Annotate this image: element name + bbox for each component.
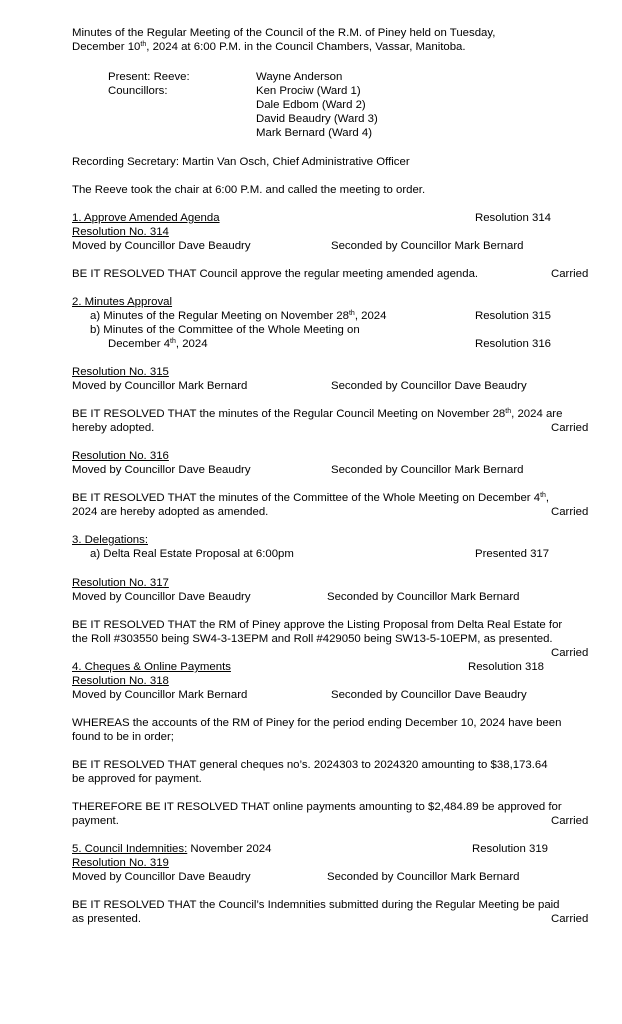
resolution-318-number: Resolution No. 318 bbox=[72, 675, 169, 687]
section-3-heading: 3. Delegations: bbox=[72, 534, 148, 546]
resolution-317-moved: Moved by Councillor Dave Beaudry bbox=[72, 591, 251, 603]
resolution-318-status: Carried bbox=[551, 815, 589, 827]
section-1-heading: 1. Approve Amended Agenda bbox=[72, 212, 220, 224]
section-2-item-b-ref: Resolution 316 bbox=[475, 338, 551, 350]
resolution-319-moved: Moved by Councillor Dave Beaudry bbox=[72, 871, 251, 883]
councillors-label: Councillors: bbox=[108, 85, 168, 97]
resolution-315-moved: Moved by Councillor Mark Bernard bbox=[72, 380, 248, 392]
councillor-ward-2: Dale Edbom (Ward 2) bbox=[256, 99, 366, 111]
resolution-318-cheques-line1: BE IT RESOLVED THAT general cheques no’s. 2024303 to 2024320 amounting to $38,173.64 bbox=[72, 759, 548, 771]
resolution-317-seconded: Seconded by Councillor Mark Bernard bbox=[327, 591, 520, 603]
resolution-318-seconded: Seconded by Councillor Dave Beaudry bbox=[331, 689, 527, 701]
resolution-314-seconded: Seconded by Councillor Mark Bernard bbox=[331, 240, 524, 252]
councillor-ward-4: Mark Bernard (Ward 4) bbox=[256, 127, 373, 139]
section-3-item-a: a) Delta Real Estate Proposal at 6:00pm bbox=[90, 548, 294, 560]
resolution-318-whereas-line1: WHEREAS the accounts of the RM of Piney for the period ending December 10, 2024 have been bbox=[72, 717, 562, 729]
reeve-name: Wayne Anderson bbox=[256, 71, 343, 83]
resolution-314-number: Resolution No. 314 bbox=[72, 226, 169, 238]
section-4-resolution-ref: Resolution 318 bbox=[468, 661, 544, 673]
section-2-heading: 2. Minutes Approval bbox=[72, 296, 173, 308]
resolution-319-status: Carried bbox=[551, 913, 589, 925]
meeting-title-line2: December 10th, 2024 at 6:00 P.M. in the Council Chambers, Vassar, Manitoba. bbox=[72, 41, 466, 53]
resolution-314-text: BE IT RESOLVED THAT Council approve the regular meeting amended agenda. bbox=[72, 268, 479, 280]
resolution-316-moved: Moved by Councillor Dave Beaudry bbox=[72, 464, 251, 476]
resolution-318-moved: Moved by Councillor Mark Bernard bbox=[72, 689, 248, 701]
resolution-317-status: Carried bbox=[551, 647, 589, 659]
resolution-319-text-line2: as presented. bbox=[72, 913, 142, 925]
resolution-315-seconded: Seconded by Councillor Dave Beaudry bbox=[331, 380, 527, 392]
resolution-316-status: Carried bbox=[551, 506, 589, 518]
resolution-318-cheques-line2: be approved for payment. bbox=[72, 773, 202, 785]
resolution-319-number: Resolution No. 319 bbox=[72, 857, 169, 869]
present-reeve-label: Present: Reeve: bbox=[108, 71, 190, 83]
section-2-item-b-line1: b) Minutes of the Committee of the Whole Meeting on bbox=[90, 324, 360, 336]
resolution-318-online-line2: payment. bbox=[72, 815, 119, 827]
section-2-item-a-ref: Resolution 315 bbox=[475, 310, 551, 322]
councillor-ward-3: David Beaudry (Ward 3) bbox=[256, 113, 378, 125]
resolution-314-status: Carried bbox=[551, 268, 589, 280]
resolution-318-whereas-line2: found to be in order; bbox=[72, 731, 174, 743]
resolution-316-seconded: Seconded by Councillor Mark Bernard bbox=[331, 464, 524, 476]
resolution-319-text-line1: BE IT RESOLVED THAT the Council’s Indemnities submitted during the Regular Meeting be paid bbox=[72, 899, 560, 911]
resolution-317-number: Resolution No. 317 bbox=[72, 577, 169, 589]
resolution-315-number: Resolution No. 315 bbox=[72, 366, 169, 378]
resolution-316-number: Resolution No. 316 bbox=[72, 450, 169, 462]
section-4-heading: 4. Cheques & Online Payments bbox=[72, 661, 231, 673]
section-3-item-a-ref: Presented 317 bbox=[475, 548, 550, 560]
section-2-item-b-line2: December 4th, 2024 bbox=[108, 338, 208, 350]
recording-secretary: Recording Secretary: Martin Van Osch, Chief Administrative Officer bbox=[72, 156, 410, 168]
meeting-title-line1: Minutes of the Regular Meeting of the Council of the R.M. of Piney held on Tuesday, bbox=[72, 27, 496, 39]
resolution-317-text-line1: BE IT RESOLVED THAT the RM of Piney approve the Listing Proposal from Delta Real Estate for bbox=[72, 619, 563, 631]
councillor-ward-1: Ken Prociw (Ward 1) bbox=[256, 85, 361, 97]
resolution-316-text-line1: BE IT RESOLVED THAT the minutes of the Committee of the Whole Meeting on December 4th, bbox=[72, 492, 550, 504]
resolution-315-text-line2: hereby adopted. bbox=[72, 422, 155, 434]
resolution-315-status: Carried bbox=[551, 422, 589, 434]
resolution-314-moved: Moved by Councillor Dave Beaudry bbox=[72, 240, 251, 252]
resolution-315-text-line1: BE IT RESOLVED THAT the minutes of the Regular Council Meeting on November 28th, 2024 are bbox=[72, 408, 563, 420]
section-1-resolution-ref: Resolution 314 bbox=[475, 212, 551, 224]
section-5-resolution-ref: Resolution 319 bbox=[472, 843, 548, 855]
call-to-order: The Reeve took the chair at 6:00 P.M. and called the meeting to order. bbox=[72, 184, 426, 196]
resolution-316-text-line2: 2024 are hereby adopted as amended. bbox=[72, 506, 269, 518]
resolution-317-text-line2: the Roll #303550 being SW4-3-13EPM and Roll #429050 being SW13-5-10EPM, as presented. bbox=[72, 633, 553, 645]
section-5-heading: 5. Council Indemnities: November 2024 bbox=[72, 843, 272, 855]
section-2-item-a: a) Minutes of the Regular Meeting on November 28th, 2024 bbox=[90, 310, 387, 322]
resolution-319-seconded: Seconded by Councillor Mark Bernard bbox=[327, 871, 520, 883]
resolution-318-online-line1: THEREFORE BE IT RESOLVED THAT online payments amounting to $2,484.89 be approved for bbox=[72, 801, 562, 813]
